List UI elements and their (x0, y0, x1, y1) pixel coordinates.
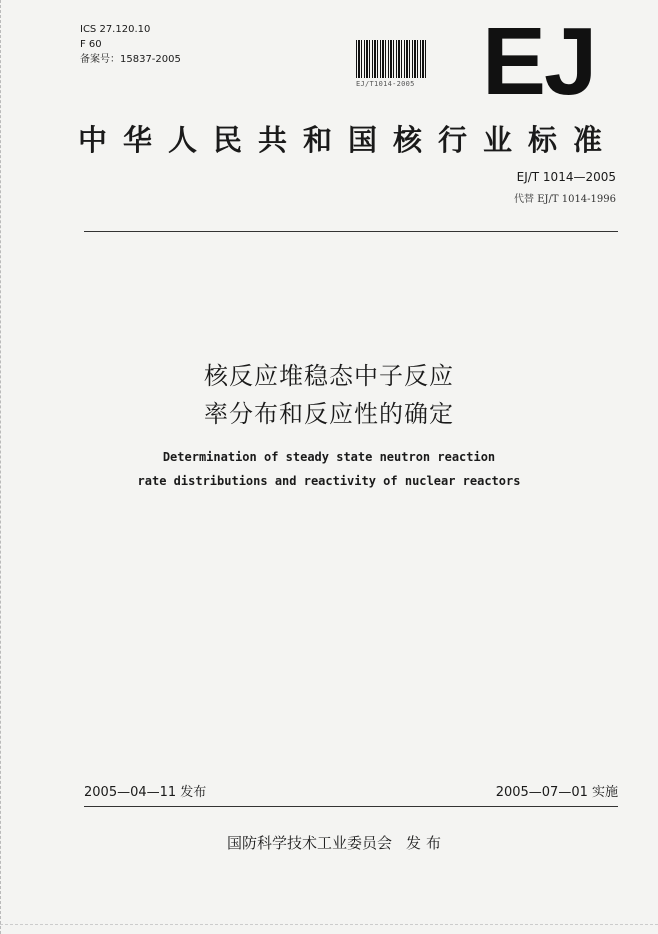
ej-logo: EJ (482, 8, 596, 115)
scan-bottom-edge (0, 924, 658, 926)
footer-divider (84, 806, 618, 807)
replaces-standard: 代替 EJ/T 1014-1996 (514, 194, 616, 205)
barcode-text: EJ/T1014-2005 (356, 80, 415, 88)
barcode-bars (356, 40, 428, 78)
scan-edge (0, 0, 7, 934)
class-code: F 60 (80, 39, 102, 50)
header-divider (84, 231, 618, 232)
english-title-line-2: rate distributions and reactivity of nuclear reactors (137, 474, 521, 488)
issuer-name: 国防科学技术工业委员会 (227, 834, 393, 852)
standard-number: EJ/T 1014—2005 (516, 170, 616, 184)
chinese-title-line-2: 率分布和反应性的确定 (204, 400, 454, 428)
implementation-date: 2005—07—01 实施 (495, 785, 618, 800)
chinese-title-line-1: 核反应堆稳态中子反应 (204, 362, 454, 390)
barcode (356, 40, 428, 92)
ics-code: ICS 27.120.10 (80, 24, 151, 35)
standard-category-title: 中华人民共和国核行业标准 (78, 123, 619, 157)
english-title-line-1: Determination of steady state neutron reaction (162, 450, 496, 464)
issuer-action: 发布 (406, 834, 447, 852)
issue-date: 2005—04—11 发布 (84, 785, 207, 800)
issuer-line (227, 832, 446, 853)
filing-number: 备案号：15837-2005 (80, 54, 181, 65)
classification-block (80, 22, 181, 67)
